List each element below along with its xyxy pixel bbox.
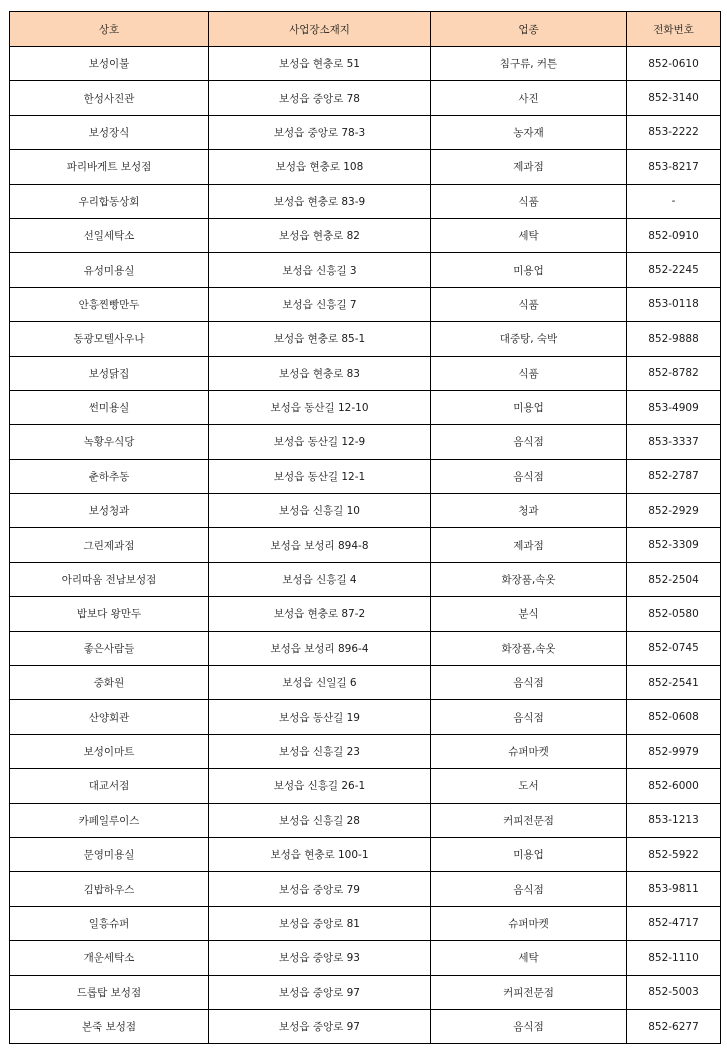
cell-address: 보성읍 보성리 894-8: [209, 528, 431, 562]
table-row: [10, 769, 721, 803]
cell-address: 보성읍 신흥길 7: [209, 287, 431, 321]
cell-phone: 852-0745: [627, 631, 721, 665]
cell-address: 보성읍 현충로 51: [209, 47, 431, 81]
cell-category: 커피전문점: [431, 975, 627, 1009]
cell-address: 보성읍 현충로 83: [209, 356, 431, 390]
cell-category: 음식점: [431, 1009, 627, 1043]
cell-phone: 852-0910: [627, 218, 721, 252]
cell-address: 보성읍 동산길 12-9: [209, 425, 431, 459]
cell-name: 일흥슈퍼: [10, 906, 209, 940]
cell-phone: 853-4909: [627, 390, 721, 424]
cell-name: 보성장식: [10, 115, 209, 149]
cell-phone: 852-2787: [627, 459, 721, 493]
cell-phone: 852-9979: [627, 734, 721, 768]
cell-name: 김밥하우스: [10, 872, 209, 906]
table-row: [10, 356, 721, 390]
cell-phone: 852-9888: [627, 322, 721, 356]
cell-name: 보성이마트: [10, 734, 209, 768]
cell-category: 침구류, 커튼: [431, 47, 627, 81]
cell-phone: 852-5003: [627, 975, 721, 1009]
table-row: [10, 287, 721, 321]
table-row: [10, 115, 721, 149]
cell-name: 춘하추동: [10, 459, 209, 493]
cell-category: 세탁: [431, 218, 627, 252]
cell-address: 보성읍 보성리 896-4: [209, 631, 431, 665]
table-row: [10, 253, 721, 287]
cell-phone: 852-0580: [627, 597, 721, 631]
cell-address: 보성읍 동산길 19: [209, 700, 431, 734]
cell-category: 슈퍼마켓: [431, 906, 627, 940]
cell-address: 보성읍 신흥길 4: [209, 562, 431, 596]
cell-name: 우리합동상회: [10, 184, 209, 218]
table-row: [10, 184, 721, 218]
cell-address: 보성읍 중앙로 78-3: [209, 115, 431, 149]
cell-category: 화장품,속옷: [431, 631, 627, 665]
cell-category: 미용업: [431, 837, 627, 871]
table-row: [10, 975, 721, 1009]
business-directory-table: [9, 11, 721, 1044]
cell-name: 산양회관: [10, 700, 209, 734]
cell-phone: 852-2504: [627, 562, 721, 596]
cell-name: 본죽 보성점: [10, 1009, 209, 1043]
table-row: [10, 597, 721, 631]
table-row: [10, 734, 721, 768]
table-row: [10, 494, 721, 528]
table-row: [10, 941, 721, 975]
cell-name: 카페일루이스: [10, 803, 209, 837]
header-row: [10, 12, 721, 47]
table-row: [10, 666, 721, 700]
table-row: [10, 1009, 721, 1043]
cell-name: 보성이불: [10, 47, 209, 81]
cell-category: 미용업: [431, 253, 627, 287]
cell-address: 보성읍 신흥길 10: [209, 494, 431, 528]
cell-category: 미용업: [431, 390, 627, 424]
table-header: [10, 12, 721, 47]
cell-name: 좋은사람들: [10, 631, 209, 665]
cell-category: 제과점: [431, 150, 627, 184]
cell-address: 보성읍 중앙로 79: [209, 872, 431, 906]
cell-name: 중화원: [10, 666, 209, 700]
cell-phone: 853-0118: [627, 287, 721, 321]
cell-category: 음식점: [431, 700, 627, 734]
cell-phone: 853-9811: [627, 872, 721, 906]
cell-category: 도서: [431, 769, 627, 803]
table-row: [10, 803, 721, 837]
cell-category: 음식점: [431, 425, 627, 459]
header-address: 사업장소재지: [209, 12, 431, 47]
cell-phone: 852-2929: [627, 494, 721, 528]
cell-address: 보성읍 신흥길 3: [209, 253, 431, 287]
cell-category: 음식점: [431, 666, 627, 700]
cell-name: 녹황우식당: [10, 425, 209, 459]
table-row: [10, 700, 721, 734]
cell-category: 농자재: [431, 115, 627, 149]
cell-category: 세탁: [431, 941, 627, 975]
cell-name: 안흥찐빵만두: [10, 287, 209, 321]
table-row: [10, 150, 721, 184]
cell-address: 보성읍 신흥길 26-1: [209, 769, 431, 803]
table-row: [10, 322, 721, 356]
cell-category: 슈퍼마켓: [431, 734, 627, 768]
cell-category: 식품: [431, 287, 627, 321]
cell-name: 유성미용실: [10, 253, 209, 287]
cell-name: 밥보다 왕만두: [10, 597, 209, 631]
cell-name: 선일세탁소: [10, 218, 209, 252]
cell-name: 보성닭집: [10, 356, 209, 390]
cell-address: 보성읍 중앙로 97: [209, 1009, 431, 1043]
cell-address: 보성읍 동산길 12-10: [209, 390, 431, 424]
cell-category: 음식점: [431, 459, 627, 493]
cell-name: 대교서점: [10, 769, 209, 803]
cell-phone: -: [627, 184, 721, 218]
cell-name: 동광모텔사우나: [10, 322, 209, 356]
cell-phone: 852-8782: [627, 356, 721, 390]
cell-name: 문영미용실: [10, 837, 209, 871]
cell-phone: 852-3309: [627, 528, 721, 562]
cell-address: 보성읍 신일길 6: [209, 666, 431, 700]
table-row: [10, 837, 721, 871]
cell-category: 음식점: [431, 872, 627, 906]
table-body: [10, 47, 721, 1044]
cell-phone: 853-3337: [627, 425, 721, 459]
cell-phone: 852-4717: [627, 906, 721, 940]
table-row: [10, 562, 721, 596]
cell-phone: 853-2222: [627, 115, 721, 149]
cell-name: 그린제과점: [10, 528, 209, 562]
cell-address: 보성읍 현충로 85-1: [209, 322, 431, 356]
cell-phone: 852-2245: [627, 253, 721, 287]
cell-phone: 852-0610: [627, 47, 721, 81]
cell-name: 아리따움 전남보성점: [10, 562, 209, 596]
cell-phone: 852-0608: [627, 700, 721, 734]
cell-name: 한성사진관: [10, 81, 209, 115]
cell-name: 썬미용실: [10, 390, 209, 424]
table-row: [10, 81, 721, 115]
cell-address: 보성읍 현충로 87-2: [209, 597, 431, 631]
header-name: 상호: [10, 12, 209, 47]
table-row: [10, 631, 721, 665]
table-row: [10, 425, 721, 459]
table-row: [10, 906, 721, 940]
cell-address: 보성읍 중앙로 97: [209, 975, 431, 1009]
cell-category: 식품: [431, 356, 627, 390]
cell-address: 보성읍 신흥길 28: [209, 803, 431, 837]
cell-phone: 852-3140: [627, 81, 721, 115]
cell-category: 대중탕, 숙박: [431, 322, 627, 356]
cell-name: 보성청과: [10, 494, 209, 528]
table-row: [10, 47, 721, 81]
cell-category: 제과점: [431, 528, 627, 562]
cell-category: 화장품,속옷: [431, 562, 627, 596]
table-row: [10, 218, 721, 252]
cell-address: 보성읍 현충로 82: [209, 218, 431, 252]
cell-phone: 852-5922: [627, 837, 721, 871]
cell-address: 보성읍 중앙로 78: [209, 81, 431, 115]
table-row: [10, 872, 721, 906]
cell-name: 파리바게트 보성점: [10, 150, 209, 184]
cell-address: 보성읍 현충로 83-9: [209, 184, 431, 218]
cell-phone: 852-1110: [627, 941, 721, 975]
cell-address: 보성읍 동산길 12-1: [209, 459, 431, 493]
cell-name: 드롭탑 보성점: [10, 975, 209, 1009]
cell-category: 커피전문점: [431, 803, 627, 837]
cell-address: 보성읍 신흥길 23: [209, 734, 431, 768]
cell-phone: 853-8217: [627, 150, 721, 184]
cell-category: 청과: [431, 494, 627, 528]
cell-phone: 852-6277: [627, 1009, 721, 1043]
cell-address: 보성읍 현충로 108: [209, 150, 431, 184]
header-category: 업종: [431, 12, 627, 47]
cell-address: 보성읍 현충로 100-1: [209, 837, 431, 871]
cell-name: 개운세탁소: [10, 941, 209, 975]
business-table-container: [9, 11, 720, 1044]
cell-address: 보성읍 중앙로 93: [209, 941, 431, 975]
cell-category: 식품: [431, 184, 627, 218]
cell-category: 사진: [431, 81, 627, 115]
cell-category: 분식: [431, 597, 627, 631]
header-phone: 전화번호: [627, 12, 721, 47]
cell-phone: 852-6000: [627, 769, 721, 803]
table-row: [10, 528, 721, 562]
cell-phone: 853-1213: [627, 803, 721, 837]
table-row: [10, 390, 721, 424]
table-row: [10, 459, 721, 493]
cell-address: 보성읍 중앙로 81: [209, 906, 431, 940]
cell-phone: 852-2541: [627, 666, 721, 700]
